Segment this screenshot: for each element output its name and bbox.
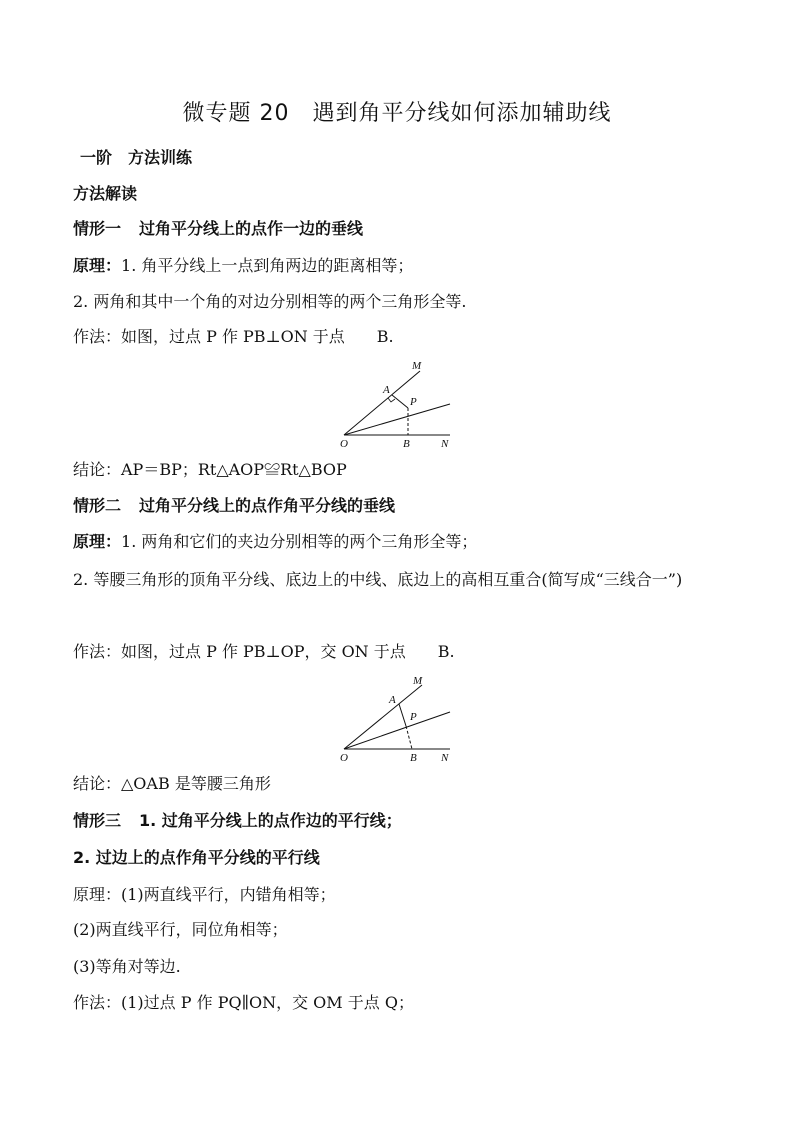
case2-conclusion: 结论：△OAB 是等腰三角形 [73, 774, 271, 793]
case2-principle2: 2. 等腰三角形的顶角平分线、底边上的中线、底边上的高相互重合(简写成“三线合一”) [73, 570, 683, 589]
page-title: 微专题 20 遇到角平分线如何添加辅助线 [182, 101, 612, 126]
case1-label-n: N [441, 438, 449, 450]
case3-heading [73, 809, 733, 833]
case2-label-b: B [410, 752, 417, 764]
case2-label-p: P [410, 711, 417, 723]
case2-label-m: M [413, 675, 423, 687]
case1-principle1-text: 1. 角平分线上一点到角两边的距离相等； [121, 256, 414, 275]
case1-conclusion: 结论：AP＝BP；Rt△AOP≌Rt△BOP [73, 460, 347, 479]
case2-ray-bisector [344, 712, 450, 749]
case1-method: 作法：如图，过点 P 作 PB⊥ON 于点 B. [73, 327, 394, 346]
method-reading-heading: 方法解读 [73, 184, 138, 203]
case3-principle2: (2)两直线平行，同位角相等； [73, 920, 288, 939]
case3-principle3: (3)等角对等边. [73, 957, 181, 976]
case1-label-p: P [410, 396, 417, 408]
case1-ray-om [344, 371, 420, 435]
case2-method: 作法：如图，过点 P 作 PB⊥OP，交 ON 于点 B. [73, 642, 455, 661]
case2-segment-ap [399, 704, 406, 726]
case1-label-o: O [340, 438, 348, 450]
case2-label-o: O [340, 752, 348, 764]
case2-label-a: A [389, 694, 396, 706]
case2-label-n: N [441, 752, 449, 764]
case3-principle1: 原理：(1)两直线平行，内错角相等； [73, 885, 336, 904]
case1-principle2: 2. 两角和其中一个角的对边分别相等的两个三角形全等. [73, 292, 467, 311]
case1-label-m: M [412, 360, 422, 372]
case1-label-a: A [383, 384, 390, 396]
case2-heading-text: 过角平分线上的点作角平分线的垂线 [139, 496, 396, 515]
case1-heading-text: 过角平分线上的点作一边的垂线 [139, 219, 364, 238]
case2-principle1-text: 1. 两角和它们的夹边分别相等的两个三角形全等； [121, 532, 478, 551]
case2-principle-label: 原理： [73, 532, 122, 551]
case2-segment-pb [406, 726, 412, 749]
case1-figure [330, 355, 460, 455]
case3-heading1-text: 1. 过角平分线上的点作边的平行线； [139, 811, 402, 830]
case3-label: 情形三 [73, 811, 122, 830]
case1-principle-label: 原理： [73, 256, 122, 275]
case1-heading [73, 217, 733, 241]
case1-perp-pa [392, 395, 408, 408]
case1-label-b: B [403, 438, 410, 450]
level-heading: 一阶 方法训练 [80, 148, 193, 167]
case1-ray-bisector [344, 404, 450, 435]
case2-label: 情形二 [73, 496, 122, 515]
case2-figure [330, 672, 460, 772]
case2-principle1 [73, 530, 733, 554]
case2-heading [73, 494, 733, 518]
case1-principle1 [73, 254, 733, 278]
case1-label: 情形一 [73, 219, 122, 238]
case1-right-angle-mark [388, 398, 395, 402]
case3-heading2: 2. 过边上的点作角平分线的平行线 [73, 848, 320, 867]
case3-method: 作法：(1)过点 P 作 PQ∥ON，交 OM 于点 Q； [73, 993, 414, 1012]
